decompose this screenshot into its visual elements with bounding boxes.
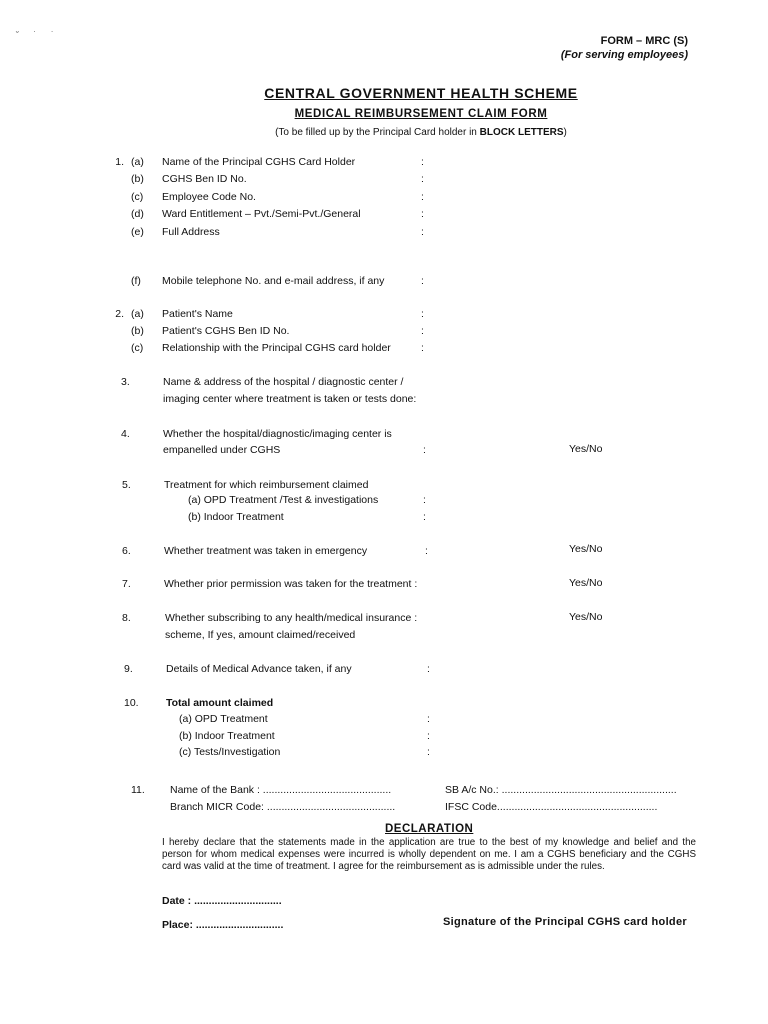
item-1f-letter: (f) xyxy=(131,275,141,287)
item-1b-label: CGHS Ben ID No. xyxy=(162,173,247,185)
item-8-line2: scheme, If yes, amount claimed/received xyxy=(165,629,356,641)
item-2a-label: Patient's Name xyxy=(162,308,233,320)
item-1c-label: Employee Code No. xyxy=(162,191,256,203)
item-5a-label: (a) OPD Treatment /Test & investigations xyxy=(188,494,379,506)
instruction-bold: BLOCK LETTERS xyxy=(479,127,564,138)
form-instruction xyxy=(0,127,768,138)
item-5b-colon: : xyxy=(423,511,426,523)
item-10c-label: (c) Tests/Investigation xyxy=(179,746,281,758)
scan-specks: ˘ ˙ ˙ xyxy=(16,30,60,40)
item-2a-letter: (a) xyxy=(131,308,144,320)
ifsc-code-field: IFSC Code....................................................... xyxy=(445,801,658,813)
micr-code-field: Branch MICR Code: ............................................ xyxy=(170,801,396,813)
item-5b-label: (b) Indoor Treatment xyxy=(188,511,284,523)
item-10b-label: (b) Indoor Treatment xyxy=(179,730,275,742)
item-1e-letter: (e) xyxy=(131,226,144,238)
item-8-number: 8. xyxy=(122,612,131,624)
item-1e-colon: : xyxy=(421,226,424,238)
instruction-prefix: (To be filled up by the Principal Card holder in xyxy=(275,127,480,138)
item-9-number: 9. xyxy=(124,663,133,675)
item-6-answer: Yes/No xyxy=(569,543,603,555)
item-1c-letter: (c) xyxy=(131,191,144,203)
item-7-number: 7. xyxy=(122,578,131,590)
item-1f-label: Mobile telephone No. and e-mail address, if any xyxy=(162,275,385,287)
form-code: FORM – MRC (S) xyxy=(600,35,688,47)
item-5-label: Treatment for which reimbursement claimed xyxy=(164,479,369,491)
item-10-number: 10. xyxy=(124,697,139,709)
form-title: MEDICAL REIMBURSEMENT CLAIM FORM xyxy=(294,108,548,120)
item-2a-colon: : xyxy=(421,308,424,320)
place-field: Place: .............................. xyxy=(162,919,284,931)
item-1b-letter: (b) xyxy=(131,173,144,185)
item-3-number: 3. xyxy=(121,376,130,388)
item-5a-colon: : xyxy=(423,494,426,506)
item-2c-label: Relationship with the Principal CGHS card holder xyxy=(162,342,391,354)
form-code-block xyxy=(561,34,688,62)
item-1d-colon: : xyxy=(421,208,424,220)
item-3-line1: Name & address of the hospital / diagnostic center / xyxy=(163,376,404,388)
item-1a-letter: (a) xyxy=(131,156,144,168)
item-8-answer: Yes/No xyxy=(569,611,603,623)
item-2b-label: Patient's CGHS Ben ID No. xyxy=(162,325,290,337)
item-10-label: Total amount claimed xyxy=(166,697,274,709)
item-4-answer: Yes/No xyxy=(569,443,603,455)
declaration-body: I hereby declare that the statements made in the application are true to the best of my knowledge and belief and the person for whom medical expenses were incurred is wholly dependent on me. I am a CGHS beneficiary and the CGHS card was valid at the time of treatment. I agree for the reimbursement as is admissible under the rules. xyxy=(162,837,696,872)
item-10c-colon: : xyxy=(427,746,430,758)
item-1a-label: Name of the Principal CGHS Card Holder xyxy=(162,156,356,168)
item-2c-colon: : xyxy=(421,342,424,354)
item-10a-label: (a) OPD Treatment xyxy=(179,713,268,725)
item-4-number: 4. xyxy=(121,428,130,440)
item-1d-letter: (d) xyxy=(131,208,144,220)
item-4-line1: Whether the hospital/diagnostic/imaging center is xyxy=(163,428,392,440)
item-2c-letter: (c) xyxy=(131,342,144,354)
item-4-colon: : xyxy=(423,444,426,456)
item-2-number: 2. xyxy=(115,308,124,320)
item-9-label: Details of Medical Advance taken, if any xyxy=(166,663,352,675)
item-1-number: 1. xyxy=(115,156,124,168)
item-1d-label: Ward Entitlement – Pvt./Semi-Pvt./General xyxy=(162,208,361,220)
date-field: Date : .............................. xyxy=(162,895,282,907)
item-6-number: 6. xyxy=(122,545,131,557)
item-7-label: Whether prior permission was taken for the treatment : xyxy=(164,578,418,590)
item-7-answer: Yes/No xyxy=(569,577,603,589)
item-1e-label: Full Address xyxy=(162,226,220,238)
scheme-title: CENTRAL GOVERNMENT HEALTH SCHEME xyxy=(264,85,578,101)
item-1b-colon: : xyxy=(421,173,424,185)
instruction-suffix: ) xyxy=(563,127,567,138)
bank-name-field: Name of the Bank : ............................................ xyxy=(170,784,392,796)
item-2b-colon: : xyxy=(421,325,424,337)
item-6-colon: : xyxy=(425,545,428,557)
item-10a-colon: : xyxy=(427,713,430,725)
item-9-colon: : xyxy=(427,663,430,675)
declaration-title: DECLARATION xyxy=(385,823,474,835)
item-1c-colon: : xyxy=(421,191,424,203)
item-8-line1: Whether subscribing to any health/medical insurance : xyxy=(165,612,418,624)
signature-label: Signature of the Principal CGHS card holder xyxy=(443,916,687,928)
item-5-number: 5. xyxy=(122,479,131,491)
form-subtitle: (For serving employees) xyxy=(560,49,688,61)
item-1a-colon: : xyxy=(421,156,424,168)
item-2b-letter: (b) xyxy=(131,325,144,337)
item-11-number: 11. xyxy=(131,784,145,796)
item-4-line2: empanelled under CGHS xyxy=(163,444,281,456)
item-10b-colon: : xyxy=(427,730,430,742)
item-6-label: Whether treatment was taken in emergency xyxy=(164,545,368,557)
account-number-field: SB A/c No.: ............................................................ xyxy=(445,784,677,796)
item-1f-colon: : xyxy=(421,275,424,287)
item-3-line2: imaging center where treatment is taken or tests done: xyxy=(163,393,417,405)
